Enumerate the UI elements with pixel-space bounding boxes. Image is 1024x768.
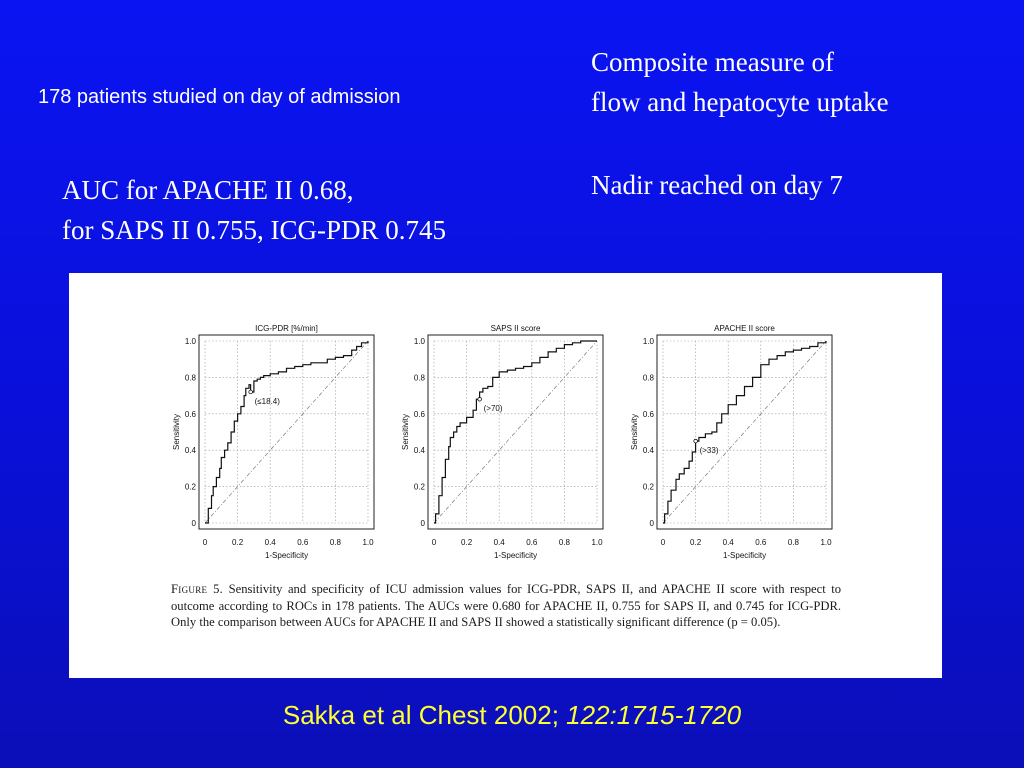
y-tick-label: 0 bbox=[191, 519, 196, 528]
x-tick-label: 0.4 bbox=[264, 538, 276, 547]
roc-panel-1 bbox=[172, 324, 374, 560]
y-tick-label: 0.8 bbox=[413, 373, 425, 383]
y-tick-label: 0.8 bbox=[184, 373, 196, 383]
y-tick-label: 0.8 bbox=[642, 373, 654, 383]
citation-pages: 122:1715-1720 bbox=[566, 700, 742, 730]
caption-text: Sensitivity and specificity of ICU admission values for ICG-PDR, SAPS II, and APACHE II score with respect to outcome according to ROCs in 178 patients. The AUCs were 0.680 for APACHE II, 0.755 for SAPS II, and 0.745 for ICG-PDR. Only the comparison between AUCs for APACHE II and SAPS II showed a statistically significant difference (p = 0.05). bbox=[171, 582, 841, 630]
y-tick-label: 1.0 bbox=[184, 337, 196, 346]
x-tick-label: 0.6 bbox=[755, 538, 767, 547]
slide-subtitle: 178 patients studied on day of admission bbox=[38, 86, 401, 108]
y-tick-label: 0.4 bbox=[642, 446, 654, 456]
x-tick-label: 0 bbox=[202, 538, 208, 547]
x-tick-label: 1.0 bbox=[362, 538, 374, 547]
auc-line-1: AUC for APACHE II 0.68, bbox=[62, 175, 354, 205]
figure-caption bbox=[171, 581, 841, 631]
roc-panel-3 bbox=[630, 324, 832, 560]
x-tick-label: 0.6 bbox=[526, 538, 538, 547]
x-tick-label: 0.2 bbox=[690, 538, 702, 547]
cutoff-marker bbox=[694, 439, 698, 443]
y-tick-label: 0 bbox=[649, 519, 654, 528]
y-axis-label: Sensitivity bbox=[630, 413, 639, 451]
roc-figure bbox=[69, 273, 942, 678]
nadir-note: Nadir reached on day 7 bbox=[591, 170, 843, 200]
x-tick-label: 0.6 bbox=[297, 538, 309, 547]
y-axis-label: Sensitivity bbox=[401, 413, 410, 451]
auc-line-2: for SAPS II 0.755, ICG-PDR 0.745 bbox=[62, 215, 447, 245]
composite-note bbox=[591, 42, 889, 122]
y-tick-label: 0.2 bbox=[184, 482, 196, 492]
x-tick-label: 0.2 bbox=[232, 538, 244, 547]
x-axis-label: 1-Specificity bbox=[722, 551, 767, 560]
composite-line-1: Composite measure of bbox=[591, 47, 834, 77]
y-tick-label: 1.0 bbox=[642, 337, 654, 346]
cutoff-annotation: (>70) bbox=[483, 404, 503, 414]
roc-panel-2 bbox=[401, 324, 603, 560]
x-tick-label: 0.8 bbox=[558, 538, 570, 547]
cutoff-annotation: (≤18.4) bbox=[254, 396, 280, 406]
plot-title: ICG-PDR [%/min] bbox=[255, 324, 318, 333]
auc-summary bbox=[62, 170, 446, 250]
x-tick-label: 0.4 bbox=[722, 538, 734, 547]
plot-title: APACHE II score bbox=[714, 324, 775, 333]
citation-main: Sakka et al Chest 2002; bbox=[282, 700, 567, 730]
composite-line-2: flow and hepatocyte uptake bbox=[591, 87, 889, 117]
y-tick-label: 0.6 bbox=[184, 409, 196, 419]
y-tick-label: 0.6 bbox=[413, 409, 425, 419]
reference-diagonal bbox=[663, 341, 826, 523]
x-tick-label: 1.0 bbox=[820, 538, 832, 547]
y-tick-label: 1.0 bbox=[413, 337, 425, 346]
x-tick-label: 0 bbox=[431, 538, 437, 547]
y-tick-label: 0 bbox=[420, 519, 425, 528]
cutoff-marker bbox=[478, 397, 482, 401]
x-axis-label: 1-Specificity bbox=[264, 551, 309, 560]
y-tick-label: 0.2 bbox=[642, 482, 654, 492]
x-tick-label: 0.4 bbox=[493, 538, 505, 547]
x-tick-label: 1.0 bbox=[591, 538, 603, 547]
roc-charts bbox=[69, 273, 942, 573]
y-tick-label: 0.6 bbox=[642, 409, 654, 419]
caption-label: Figure 5. bbox=[171, 582, 224, 596]
cutoff-annotation: (>33) bbox=[699, 446, 719, 456]
citation bbox=[0, 700, 1024, 731]
y-tick-label: 0.2 bbox=[413, 482, 425, 492]
plot-title: SAPS II score bbox=[490, 324, 541, 333]
y-tick-label: 0.4 bbox=[184, 446, 196, 456]
y-tick-label: 0.4 bbox=[413, 446, 425, 456]
y-axis-label: Sensitivity bbox=[172, 413, 181, 451]
x-tick-label: 0 bbox=[660, 538, 666, 547]
cutoff-marker bbox=[249, 390, 253, 394]
x-tick-label: 0.8 bbox=[787, 538, 799, 547]
x-tick-label: 0.8 bbox=[329, 538, 341, 547]
x-axis-label: 1-Specificity bbox=[493, 551, 538, 560]
x-tick-label: 0.2 bbox=[461, 538, 473, 547]
